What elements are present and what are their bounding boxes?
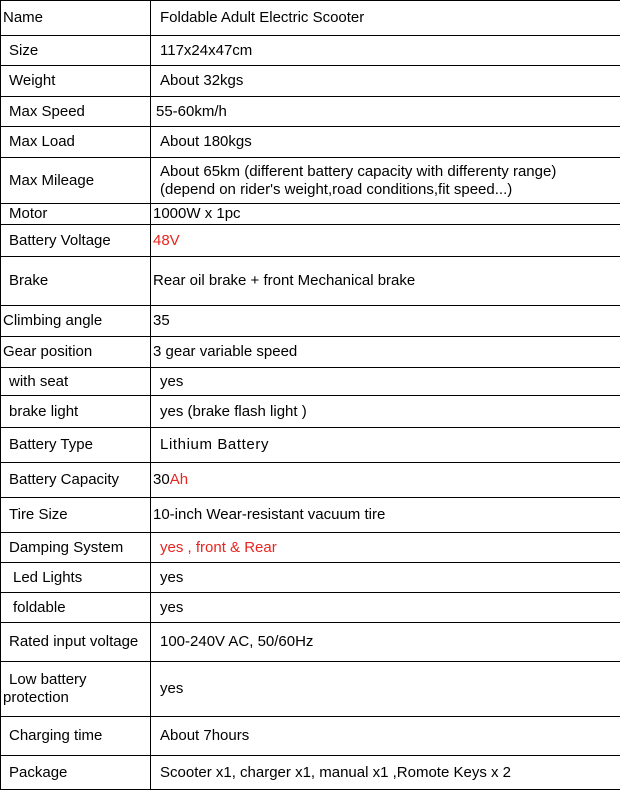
label-battery-voltage: Battery Voltage bbox=[1, 225, 151, 257]
label-package: Package bbox=[1, 756, 151, 790]
value-led-lights: yes bbox=[151, 563, 620, 593]
value-foldable: yes bbox=[151, 593, 620, 623]
value-battery-voltage: 48V bbox=[151, 225, 620, 257]
value-climbing-angle: 35 bbox=[151, 306, 620, 337]
table-row-brake bbox=[1, 257, 620, 306]
table-row-package bbox=[1, 756, 620, 790]
label-gear-position: Gear position bbox=[1, 337, 151, 368]
value-max-mileage bbox=[151, 158, 620, 204]
table-row-climbing-angle bbox=[1, 306, 620, 337]
label-rated-input-voltage: Rated input voltage bbox=[1, 623, 151, 662]
value-rated-input-voltage: 100-240V AC, 50/60Hz bbox=[151, 623, 620, 662]
label-size: Size bbox=[1, 36, 151, 66]
value-battery-type: Lithium Battery bbox=[151, 428, 620, 463]
table-row-max-speed bbox=[1, 97, 620, 127]
value-damping-system: yes , front & Rear bbox=[151, 533, 620, 563]
value-motor: 1000W x 1pc bbox=[151, 204, 620, 225]
value-max-speed: 55-60km/h bbox=[151, 97, 620, 127]
value-brake: Rear oil brake + front Mechanical brake bbox=[151, 257, 620, 306]
table-row-max-load bbox=[1, 127, 620, 158]
label-led-lights: Led Lights bbox=[1, 563, 151, 593]
label-low-battery-line2: protection bbox=[1, 689, 150, 707]
table-row-battery-voltage bbox=[1, 225, 620, 257]
value-max-load: About 180kgs bbox=[151, 127, 620, 158]
value-battery-capacity-number: 30 bbox=[153, 471, 170, 488]
label-battery-type: Battery Type bbox=[1, 428, 151, 463]
label-low-battery-line1: Low battery bbox=[1, 671, 150, 689]
table-row-with-seat bbox=[1, 368, 620, 396]
label-brake-light: brake light bbox=[1, 396, 151, 428]
value-package: Scooter x1, charger x1, manual x1 ,Romote Keys x 2 bbox=[151, 756, 620, 790]
value-name: Foldable Adult Electric Scooter bbox=[151, 1, 620, 36]
table-row-low-battery-protection bbox=[1, 662, 620, 717]
label-foldable: foldable bbox=[1, 593, 151, 623]
label-low-battery-protection bbox=[1, 662, 151, 717]
label-max-speed: Max Speed bbox=[1, 97, 151, 127]
label-tire-size: Tire Size bbox=[1, 498, 151, 533]
label-name: Name bbox=[1, 1, 151, 36]
table-row-battery-type bbox=[1, 428, 620, 463]
value-battery-capacity-unit: Ah bbox=[170, 471, 188, 488]
value-max-mileage-line2: (depend on rider's weight,road conditions,fit speed...) bbox=[160, 181, 620, 199]
label-motor: Motor bbox=[1, 204, 151, 225]
table-row-size bbox=[1, 36, 620, 66]
value-low-battery-protection: yes bbox=[151, 662, 620, 717]
label-brake: Brake bbox=[1, 257, 151, 306]
value-brake-light: yes (brake flash light ) bbox=[151, 396, 620, 428]
table-row-brake-light bbox=[1, 396, 620, 428]
table-row-max-mileage bbox=[1, 158, 620, 204]
label-max-load: Max Load bbox=[1, 127, 151, 158]
label-max-mileage: Max Mileage bbox=[1, 158, 151, 204]
table-row-damping-system bbox=[1, 533, 620, 563]
label-battery-capacity: Battery Capacity bbox=[1, 463, 151, 498]
value-size: 117x24x47cm bbox=[151, 36, 620, 66]
value-tire-size: 10-inch Wear-resistant vacuum tire bbox=[151, 498, 620, 533]
label-climbing-angle: Climbing angle bbox=[1, 306, 151, 337]
table-row-foldable bbox=[1, 593, 620, 623]
label-weight: Weight bbox=[1, 66, 151, 97]
table-row-weight bbox=[1, 66, 620, 97]
label-damping-system: Damping System bbox=[1, 533, 151, 563]
label-with-seat: with seat bbox=[1, 368, 151, 396]
table-row-name bbox=[1, 1, 620, 36]
table-row-motor bbox=[1, 204, 620, 225]
table-row-battery-capacity bbox=[1, 463, 620, 498]
label-charging-time: Charging time bbox=[1, 717, 151, 756]
value-with-seat: yes bbox=[151, 368, 620, 396]
value-gear-position: 3 gear variable speed bbox=[151, 337, 620, 368]
table-row-led-lights bbox=[1, 563, 620, 593]
table-row-charging-time bbox=[1, 717, 620, 756]
table-row-tire-size bbox=[1, 498, 620, 533]
table-row-gear-position bbox=[1, 337, 620, 368]
table-row-rated-input-voltage bbox=[1, 623, 620, 662]
value-charging-time: About 7hours bbox=[151, 717, 620, 756]
value-max-mileage-line1: About 65km (different battery capacity with differenty range) bbox=[160, 163, 620, 181]
value-battery-capacity bbox=[151, 463, 620, 498]
value-weight: About 32kgs bbox=[151, 66, 620, 97]
